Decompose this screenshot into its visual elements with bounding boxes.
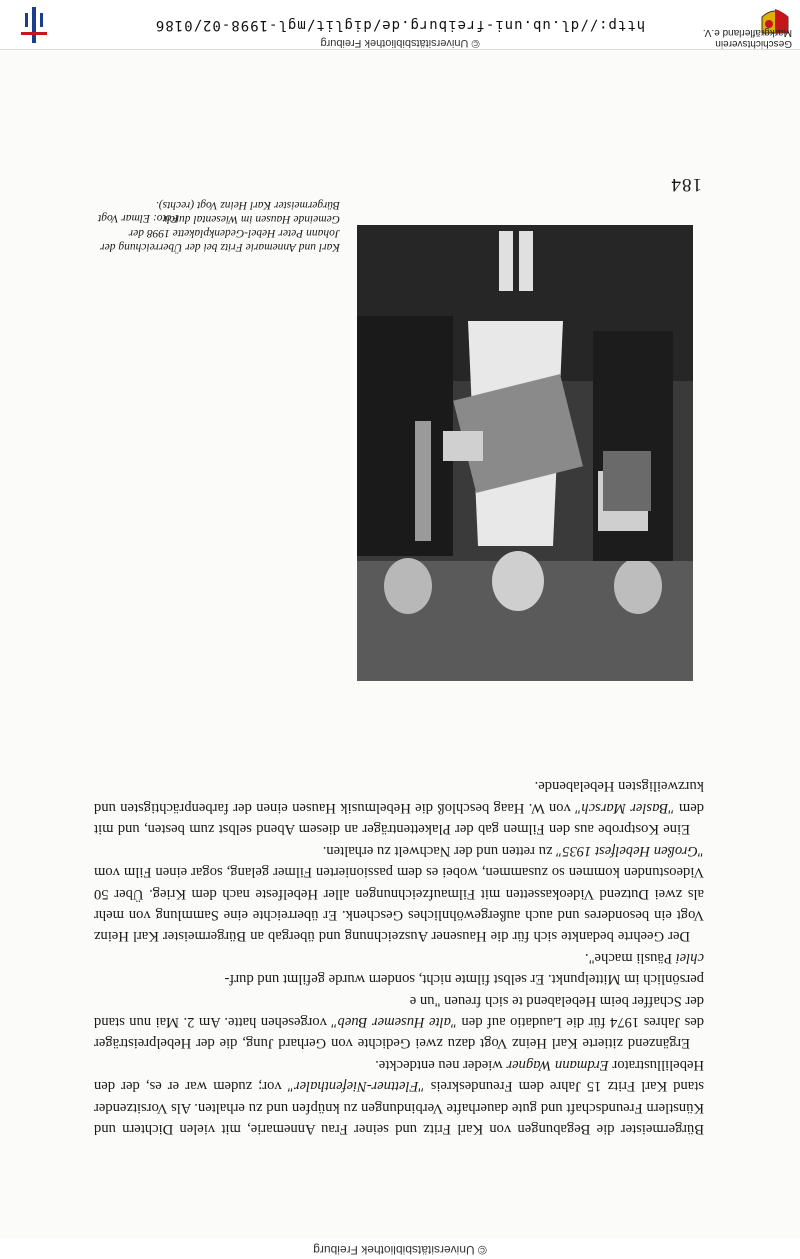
main-text	[94, 775, 704, 1139]
photo-credit: Foto: Elmar Vogt	[98, 212, 179, 224]
paragraph-4: Eine Kostprobe aus den Filmen gab der Plakettenträger an diesem Abend selbst zum besten, und mit dem "Basler Marsch" von W. Haag beschloß die Hebelmusik Hausen einen der farbenprächtigsten und kurzweiligsten Hebelabende.	[93, 778, 704, 838]
footer-url[interactable]: http://dl.ub.uni-freiburg.de/diglit/mgl-1998-02/0186	[154, 17, 646, 33]
footer-copyright: © Universitätsbibliothek Freiburg	[320, 37, 480, 49]
society-label: Geschichtsverein Markgräflerland e.V.	[702, 27, 792, 49]
paragraph-2-end: chlei Päusli mache".	[584, 949, 704, 966]
paragraph-2-line: persönlich im Mittelpunkt. Er selbst filmte nicht, sondern wurde gefilmt und durf-	[224, 971, 704, 988]
edge-copyright: © Universitätsbibliothek Freiburg	[313, 1243, 487, 1257]
paragraph-2: Ergänzend zitierte Karl Heinz Vogt dazu zwei Gedichte von Gerhard Jung, die der Hebelpreisträger des Jahres 1974 für die Laudatio auf den "alte Husemer Bueb" vorgesehen hatte. Am 2. Mai nun stand der Schaffer beim Hebelabend te sich freuen "un e	[94, 992, 704, 1052]
paragraph-1: Bürgermeister die Begabungen von Karl Fritz und seiner Frau Annemarie, mit vielen Dichtern und Künstlern Freundschaft und gute dauerhafte Verbindungen zu knüpfen und zu erhalten. Als Vorsitzender stand Karl Fritz 15 Jahre dem Freundeskreis "Flettner-Niefenthaler" vor; zudem war er es, der den Hebelillustrator Erdmann Wagner wieder neu entdeckte.	[94, 1056, 704, 1137]
footer-bar	[0, 0, 800, 50]
university-logo-icon	[13, 7, 55, 43]
photo-caption: Karl und Annemarie Fritz bei der Überreichung der Johann Peter Hebel-Gedenkplakette 1998 der Gemeinde Hausen im Wiesental durch Bürgermeister Karl Heinz Vogt (rechts).	[100, 199, 340, 253]
top-edge-strip	[0, 1239, 800, 1259]
photograph	[357, 225, 693, 681]
page-number: 184	[670, 174, 702, 195]
photo-people-image	[357, 225, 693, 681]
paragraph-3: Der Geehrte bedankte sich für die Hausener Auszeichnung und übergab an Bürgermeister Karl Heinz Vogt ein besonderes und auch außergewöhnliches Geschenk. Er überreichte eine Sammlung von mehr als zwei Dutzend Videokassetten mit Filmaufzeichnungen aller Hebelfeste nach dem Krieg. Über 50 Videostunden kommen so zusammen, wobei es dem passionierten Filmer gelang, sogar einen Film vom "Großen Hebelfest 1935" zu retten und der Nachwelt zu erhalten.	[94, 842, 704, 945]
